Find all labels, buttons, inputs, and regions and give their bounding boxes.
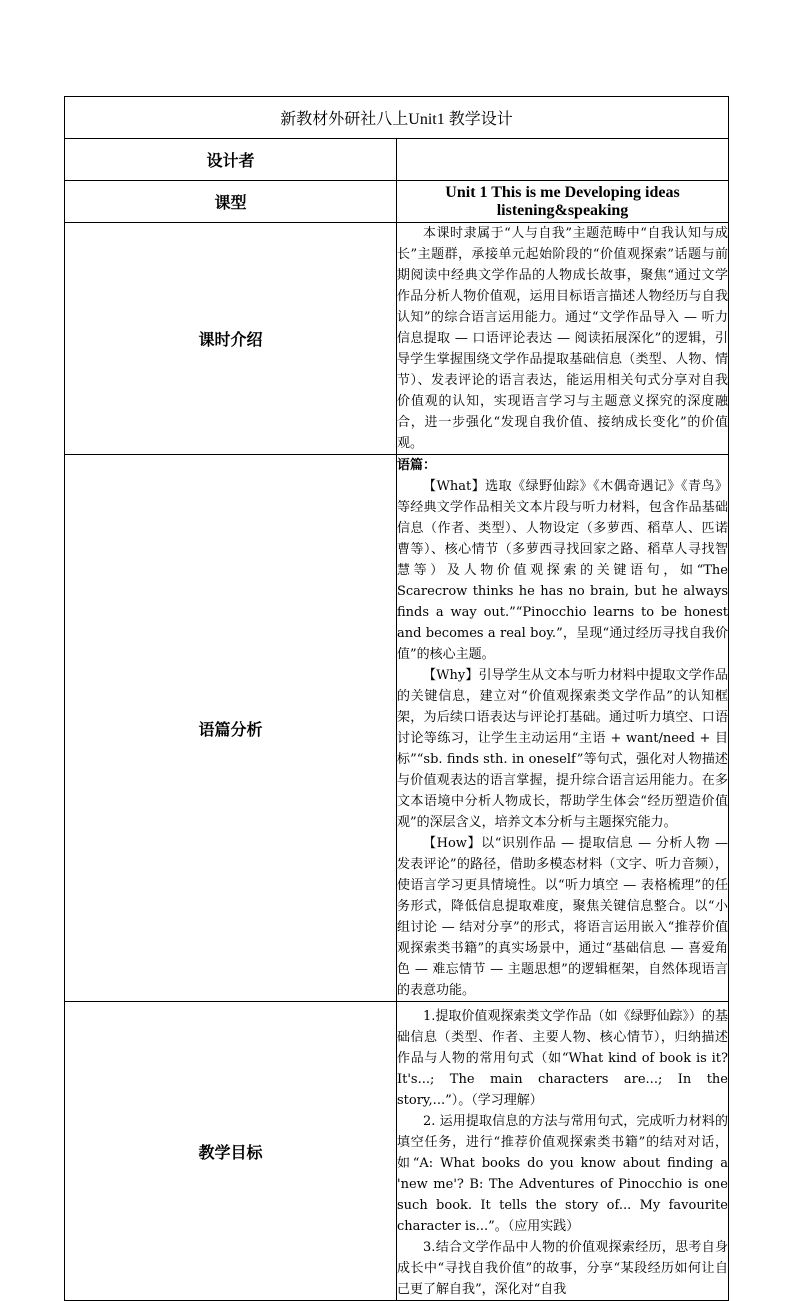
- analysis-how: 【How】以“识别作品 — 提取信息 — 分析人物 — 发表评论”的路径，借助多模态材料（文字、听力音频），使语言学习更具情境性。以“听力填空 — 表格梳理”的任务形式，降低信息提取难度，聚焦关键信息整合。以“小组讨论 — 结对分享”的形式，将语言运用嵌入“推荐价值观探索类书籍”的真实场景中，通过“基础信息 — 喜爱角色 — 难忘情节 — 主题思想”的逻辑框架，自然体现语言的表意功能。: [397, 836, 728, 998]
- lesson-type-value: Unit 1 This is me Developing ideas listening&speaking: [397, 181, 729, 223]
- goal-item: 1.提取价值观探索类文学作品（如《绿野仙踪》）的基础信息（类型、作者、主要人物、核心情节），归纳描述作品与人物的常用句式（如“What kind of book is it? It's...; The main characters are...; In the story,...”）。（学习理解）: [397, 1009, 728, 1108]
- analysis-what: 【What】选取《绿野仙踪》《木偶奇遇记》《青鸟》等经典文学作品相关文本片段与听力材料，包含作品基础信息（作者、类型）、人物设定（多萝西、稻草人、匹诺曹等）、核心情节（多萝西寻找回家之路、稻草人寻找智慧等）及人物价值观探索的关键语句，如“The Scarecrow thinks he has no brain, but he always finds a way out.”“Pinocchio learns to be honest and becomes a real boy.”，呈现“通过经历寻找自我价值”的核心主题。: [397, 479, 728, 662]
- intro-label: 课时介绍: [65, 223, 397, 455]
- goal-item: 2. 运用提取信息的方法与常用句式，完成听力材料的填空任务，进行“推荐价值观探索类书籍”的结对对话，如“A: What books do you know about finding a 'new me'? B: The Adventures of Pinocchio is one such book. It tells the story of... My favourite character is...”。（应用实践）: [397, 1114, 728, 1234]
- goal-item: 3.结合文学作品中人物的价值观探索经历，思考自身成长中“寻找自我价值”的故事，分享“某段经历如何让自己更了解自我”，深化对“自我: [397, 1240, 728, 1297]
- designer-row: [65, 139, 729, 181]
- analysis-label: 语篇分析: [65, 455, 397, 1002]
- title-row: [65, 97, 729, 139]
- lesson-type-label: 课型: [65, 181, 397, 223]
- document-title: 新教材外研社八上Unit1 教学设计: [65, 97, 729, 139]
- intro-row: [65, 223, 729, 455]
- designer-label: 设计者: [65, 139, 397, 181]
- intro-cell: [397, 223, 729, 455]
- goals-cell: [397, 1002, 729, 1301]
- designer-value: [397, 139, 729, 181]
- analysis-cell: [397, 455, 729, 1002]
- goals-label: 教学目标: [65, 1002, 397, 1301]
- analysis-heading: 语篇：: [397, 458, 437, 473]
- goals-row: [65, 1002, 729, 1301]
- intro-text: 本课时隶属于“人与自我”主题范畴中“自我认知与成长”主题群，承接单元起始阶段的“价值观探索”话题与前期阅读中经典文学作品的人物成长故事，聚焦“通过文学作品分析人物价值观，运用目标语言描述人物经历与自我认知”的综合语言运用能力。通过“文学作品导入 — 听力信息提取 — 口语评论表达 — 阅读拓展深化”的逻辑，引导学生掌握围绕文学作品提取基础信息（类型、人物、情节）、发表评论的语言表达，能运用相关句式分享对自我价值观的认知，实现语言学习与主题意义探究的深度融合，进一步强化“发现自我价值、接纳成长变化”的价值观。: [397, 226, 728, 451]
- analysis-row: [65, 455, 729, 1002]
- analysis-why: 【Why】引导学生从文本与听力材料中提取文学作品的关键信息，建立对“价值观探索类文学作品”的认知框架，为后续口语表达与评论打基础。通过听力填空、口语讨论等练习，让学生主动运用“主语 + want/need + 目标”“sb. finds sth. in oneself”等句式，强化对人物描述与价值观表达的语言掌握，提升综合语言运用能力。在多文本语境中分析人物成长，帮助学生体会“经历塑造价值观”的深层含义，培养文本分析与主题探究能力。: [397, 668, 728, 830]
- lesson-design-table: [64, 96, 729, 1301]
- lesson-type-row: [65, 181, 729, 223]
